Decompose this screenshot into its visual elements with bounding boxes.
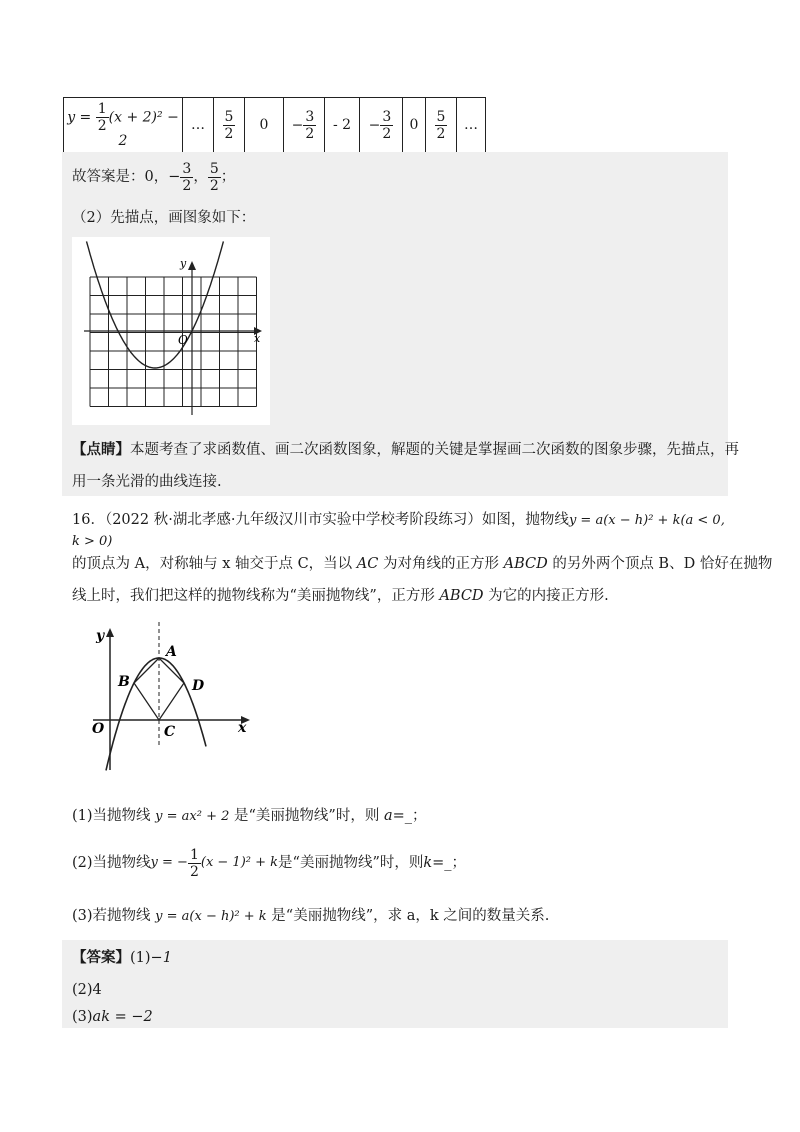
answer-fraction-2: $\frac{5}{2}$ (209, 160, 219, 194)
d-label: D (192, 678, 205, 694)
answer-line-3 (72, 1007, 153, 1027)
table-cell (426, 98, 457, 153)
y-axis-arrow (106, 628, 114, 637)
cell-fraction: $\frac{5}{2}$ (224, 108, 234, 142)
func-fraction: $\frac{1}{2}$ (97, 100, 107, 134)
table-cell (245, 98, 284, 153)
sub1-formula: y = ax² + 2 (155, 809, 230, 824)
a-label: A (166, 644, 177, 660)
sub2-formula-head: y = − (150, 855, 188, 870)
table-cell (284, 98, 325, 153)
sub-text: 是“美丽抛物线”，求 a，k 之间的数量关系. (266, 908, 550, 924)
answer-label: (2) (72, 982, 93, 998)
sub-question-2 (72, 848, 466, 878)
value-table (63, 97, 486, 153)
sub-text: (1)当抛物线 (72, 808, 156, 824)
sub-text: (2)当抛物线 (72, 855, 151, 871)
comment-tag: 【点睛】 (72, 441, 130, 458)
answer-line (72, 162, 235, 192)
comment-line-2: 用一条光滑的曲线连接. (72, 474, 222, 490)
table-row (64, 98, 486, 153)
cell-value: … (464, 117, 478, 133)
sub3-formula: y = a(x − h)² + k (155, 909, 267, 924)
question-source: （2022 秋·湖北孝感·九年级汉川市实验中学校考阶段练习）如图，抛物线 (104, 512, 569, 528)
func-y: y = (67, 109, 96, 125)
answer-prefix: 故答案是：0， (72, 169, 169, 185)
cell-sign: − (368, 117, 381, 133)
q16-line-1 (72, 510, 728, 552)
table-cell (360, 98, 403, 153)
answer-fraction-1: $\frac{3}{2}$ (182, 160, 192, 194)
function-cell (64, 98, 183, 153)
beautiful-parabola-figure (88, 622, 263, 777)
cell-value: 0 (259, 117, 269, 133)
q16-formula: y = a(x − h)² + k(a < 0, k > 0) (72, 513, 725, 549)
cell-fraction: $\frac{3}{2}$ (305, 108, 315, 142)
sub2-fraction: $\frac{1}{2}$ (189, 846, 199, 880)
parabola-grid-graph (72, 237, 270, 425)
answer-label: (1) (130, 950, 151, 966)
answer-line-2 (72, 980, 102, 1000)
q16-abcd: ABCD (439, 588, 484, 604)
q16-text: 为它的内接正方形. (483, 588, 609, 604)
answer-suffix: ； (220, 169, 236, 185)
cell-value: - 2 (332, 117, 352, 133)
c-label: C (164, 724, 176, 740)
table-cell (183, 98, 214, 153)
cell-fraction: $\frac{3}{2}$ (382, 108, 392, 142)
answer-value-1: −1 (150, 950, 172, 966)
cell-fraction: $\frac{5}{2}$ (436, 108, 446, 142)
table-cell (457, 98, 486, 153)
answer-blank: _ (444, 855, 452, 871)
sub-text: 是“美丽抛物线”时，则 (278, 855, 424, 871)
cell-sign: − (291, 117, 304, 133)
answer-value-2: 4 (92, 982, 102, 998)
sub1-var: a= (383, 808, 405, 824)
q16-text: 线上时，我们把这样的抛物线称为“美丽抛物线”，正方形 (72, 588, 440, 604)
q16-text: 的另外两个顶点 B、D 恰好在抛物 (547, 556, 773, 572)
table-cell (214, 98, 245, 153)
answer-sep: ， (193, 169, 208, 185)
answer-line-1 (72, 948, 172, 968)
sub-text: 是“美丽抛物线”时，则 (229, 808, 384, 824)
q16-ac: AC (356, 556, 379, 572)
sub2-var: k= (423, 855, 445, 871)
answer-value-3: ak = −2 (92, 1009, 153, 1025)
sub-text: ； (451, 855, 467, 871)
origin-label: O (178, 333, 188, 347)
x-axis-label: x (238, 720, 247, 736)
x-axis-label: x (254, 332, 261, 345)
table-cell (403, 98, 426, 153)
y-axis-label: y (96, 628, 105, 644)
y-axis-label: y (180, 257, 187, 270)
answer-label: (3) (72, 1009, 93, 1025)
sub-text: ； (411, 808, 427, 824)
cell-value: … (191, 117, 205, 133)
o-label: O (92, 721, 105, 737)
q16-text: 为对角线的正方形 (378, 556, 504, 572)
answer-tag: 【答案】 (72, 949, 130, 966)
cell-value: 0 (409, 117, 419, 133)
q16-text: 的顶点为 A，对称轴与 x 轴交于点 C，当以 (72, 556, 357, 572)
comment-line-1 (72, 440, 739, 460)
step2-text: （2）先描点，画图象如下： (72, 210, 256, 226)
b-label: B (118, 674, 130, 690)
table-cell (325, 98, 360, 153)
answer-neg: − (168, 169, 181, 185)
sub2-formula-tail: (x − 1)² + k (200, 855, 279, 870)
q16-line-3 (72, 586, 609, 606)
q16-line-2 (72, 554, 772, 574)
func-tail: (x + 2)² − 2 (108, 109, 179, 149)
sub-question-1 (72, 806, 426, 827)
q16-abcd: ABCD (503, 556, 548, 572)
answer-blank: _ (404, 808, 412, 824)
sub-text: (3)若抛物线 (72, 908, 156, 924)
comment-text-1: 本题考查了求函数值、画二次函数图象，解题的关键是掌握画二次函数的图象步骤，先描点，再 (130, 442, 739, 458)
sub-question-3 (72, 906, 549, 927)
question-number: 16． (72, 512, 105, 528)
